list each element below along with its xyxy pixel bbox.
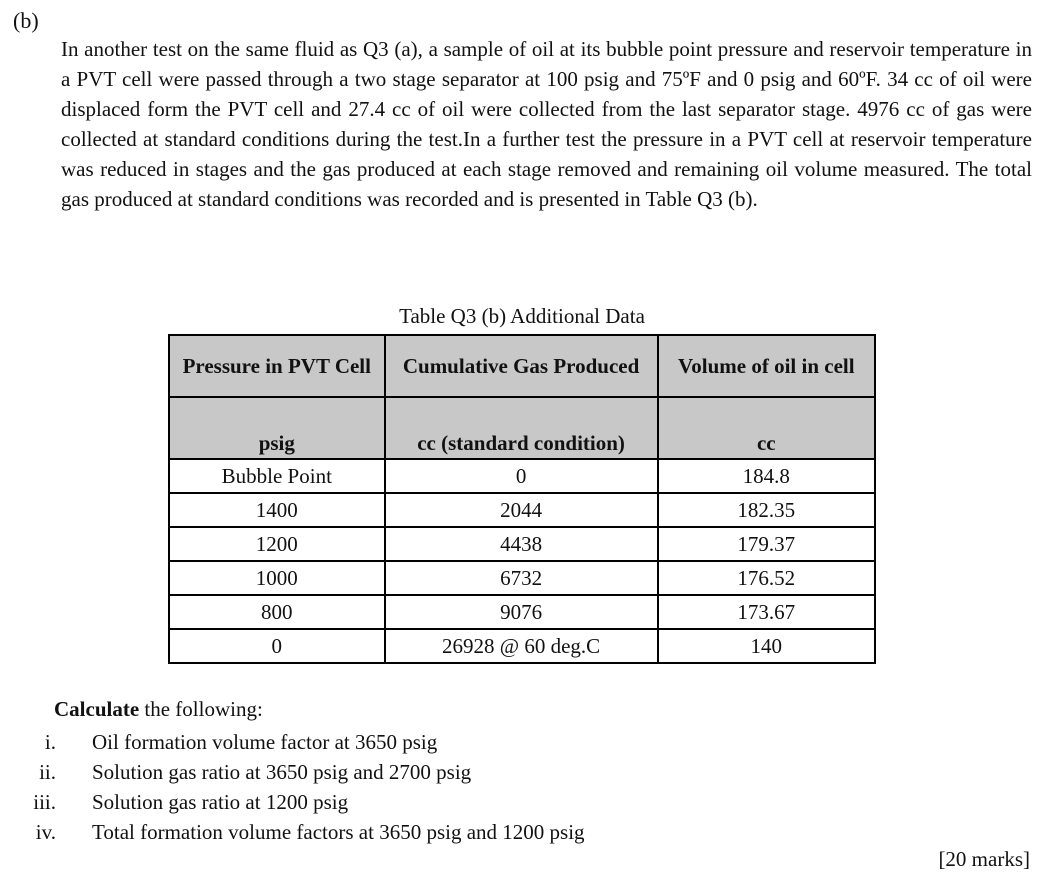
cell-gas: 26928 @ 60 deg.C — [385, 629, 658, 663]
cell-volume: 173.67 — [658, 595, 875, 629]
calculate-intro — [54, 697, 263, 722]
cell-gas: 2044 — [385, 493, 658, 527]
table-row — [169, 629, 875, 663]
cell-volume: 182.35 — [658, 493, 875, 527]
cell-volume: 184.8 — [658, 459, 875, 493]
cell-pressure: 0 — [169, 629, 385, 663]
cell-gas: 9076 — [385, 595, 658, 629]
table-row — [169, 595, 875, 629]
list-item — [18, 757, 738, 787]
header-pressure: Pressure in PVT Cell — [169, 335, 385, 397]
list-item — [18, 727, 738, 757]
unit-cumulative-gas: cc (standard condition) — [385, 397, 658, 459]
marks-label: [20 marks] — [938, 847, 1030, 871]
cell-gas: 4438 — [385, 527, 658, 561]
question-paragraph: In another test on the same fluid as Q3 (a), a sample of oil at its bubble point pressure and reservoir temperature in a PVT cell were passed through a two stage separator at 100 psig and 75ºF and 0 psig and 60ºF. 34 cc of oil were displaced form the PVT cell and 27.4 cc of oil were collected from the last separator stage. 4976 cc of gas were collected at standard conditions during the test.In a further test the pressure in a PVT cell at reservoir temperature was reduced in stages and the gas produced at each stage removed and remaining oil volume measured. The total gas produced at standard conditions was recorded and is presented in Table Q3 (b). — [61, 37, 1032, 211]
calculate-bold: Calculate — [54, 697, 140, 721]
cell-gas: 0 — [385, 459, 658, 493]
calculate-rest: the following: — [139, 697, 263, 721]
question-list — [18, 727, 738, 847]
list-item — [18, 787, 738, 817]
question-number: iii. — [33, 790, 56, 814]
cell-pressure: 800 — [169, 595, 385, 629]
cell-volume: 176.52 — [658, 561, 875, 595]
table-row — [169, 493, 875, 527]
table-row — [169, 561, 875, 595]
data-table — [168, 334, 876, 664]
cell-pressure: Bubble Point — [169, 459, 385, 493]
header-oil-volume: Volume of oil in cell — [658, 335, 875, 397]
cell-volume: 140 — [658, 629, 875, 663]
question-text: Solution gas ratio at 3650 psig and 2700 psig — [92, 760, 472, 784]
part-label: (b) — [13, 8, 39, 33]
cell-pressure: 1200 — [169, 527, 385, 561]
unit-oil-volume: cc — [658, 397, 875, 459]
list-item — [18, 817, 738, 847]
question-text: Solution gas ratio at 1200 psig — [92, 790, 349, 814]
question-number: i. — [44, 730, 56, 754]
table-unit-row — [169, 397, 875, 459]
header-cumulative-gas: Cumulative Gas Produced — [385, 335, 658, 397]
cell-pressure: 1000 — [169, 561, 385, 595]
cell-pressure: 1400 — [169, 493, 385, 527]
unit-pressure: psig — [169, 397, 385, 459]
question-number: ii. — [39, 760, 56, 784]
cell-volume: 179.37 — [658, 527, 875, 561]
table-caption: Table Q3 (b) Additional Data — [399, 304, 645, 328]
question-text: Oil formation volume factor at 3650 psig — [92, 730, 438, 754]
question-text: Total formation volume factors at 3650 psig and 1200 psig — [92, 820, 585, 844]
table-header-row — [169, 335, 875, 397]
table-row — [169, 459, 875, 493]
cell-gas: 6732 — [385, 561, 658, 595]
question-number: iv. — [35, 820, 56, 844]
table-row — [169, 527, 875, 561]
